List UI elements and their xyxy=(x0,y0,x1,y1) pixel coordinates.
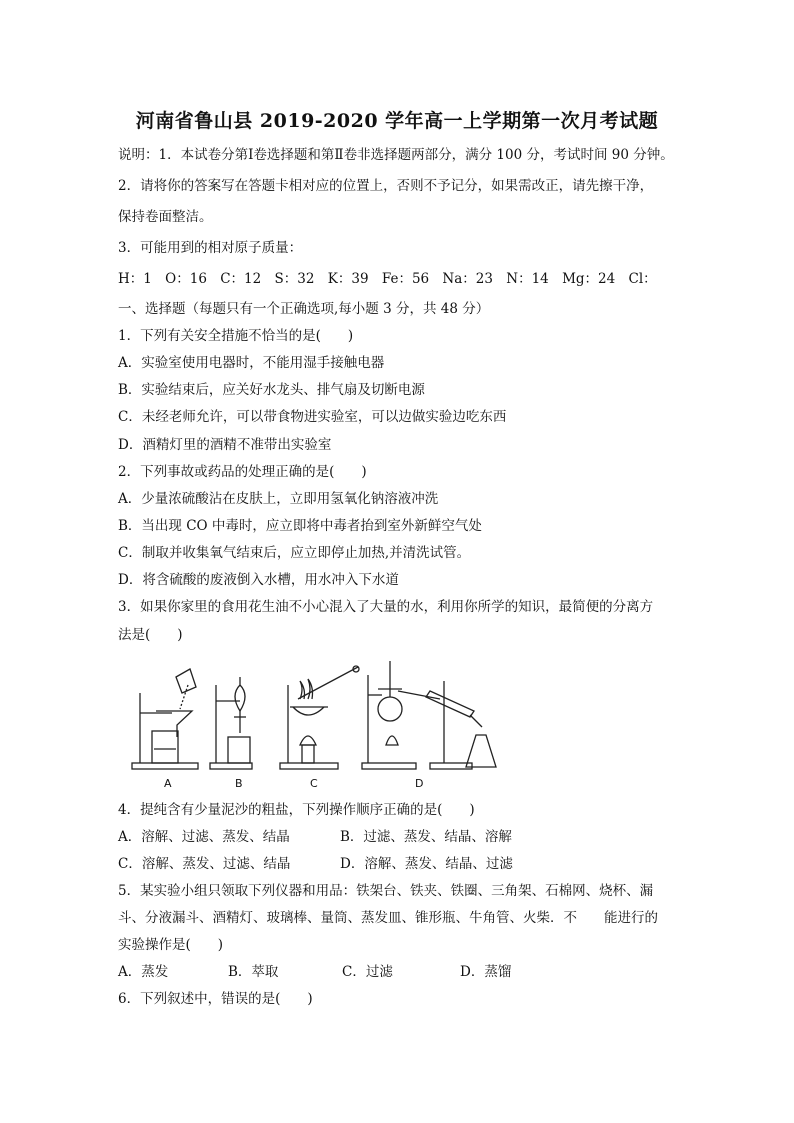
apparatus-b-separatory-funnel xyxy=(210,677,252,769)
apparatus-c-evaporation xyxy=(280,666,359,769)
q1-stem: 1．下列有关安全措施不恰当的是( ) xyxy=(118,328,354,344)
q5-stem-b: 斗、分液漏斗、酒精灯、玻璃棒、量筒、蒸发皿、锥形瓶、牛角管、火柴．不 能进行的 xyxy=(118,910,658,926)
lab-apparatus-figure xyxy=(130,655,510,795)
q4-options-row-1 xyxy=(118,828,512,846)
q4-stem: 4．提纯含有少量泥沙的粗盐，下列操作顺序正确的是( ) xyxy=(118,802,475,818)
q2-option-a: A．少量浓硫酸沾在皮肤上，立即用氢氧化钠溶液冲洗 xyxy=(118,491,439,507)
instruction-1: 说明：1．本试卷分第Ⅰ卷选择题和第Ⅱ卷非选择题两部分，满分 100 分，考试时间 90 分钟。 xyxy=(118,147,674,163)
q4-option-b: B．过滤、蒸发、结晶、溶解 xyxy=(340,829,512,845)
apparatus-d-distillation xyxy=(362,661,496,769)
q1-option-a: A．实验室使用电器时，不能用湿手接触电器 xyxy=(118,355,385,371)
atomic-mass-item: Cl： xyxy=(628,271,657,287)
q2-stem: 2．下列事故或药品的处理正确的是( ) xyxy=(118,464,367,480)
instruction-3: 3．可能用到的相对原子质量： xyxy=(118,240,303,256)
q3-stem-a: 3．如果你家里的食用花生油不小心混入了大量的水，利用你所学的知识，最简便的分离方 xyxy=(118,599,654,615)
apparatus-label-b: B xyxy=(235,777,243,790)
q4-option-d: D．溶解、蒸发、结晶、过滤 xyxy=(340,856,513,872)
q4-option-a: A．溶解、过滤、蒸发、结晶 xyxy=(118,829,290,845)
q5-stem-c: 实验操作是( ) xyxy=(118,937,224,953)
q5-option-d: D．蒸馏 xyxy=(460,964,512,980)
q1-option-d: D．酒精灯里的酒精不准带出实验室 xyxy=(118,437,332,453)
q3-stem-b: 法是( ) xyxy=(118,627,183,643)
q4-option-c: C．溶解、蒸发、过滤、结晶 xyxy=(118,856,291,872)
apparatus-label-d: D xyxy=(415,777,424,790)
apparatus-label-a: A xyxy=(164,777,172,790)
atomic-mass-item: S：32 xyxy=(274,271,315,287)
atomic-mass-item: C：12 xyxy=(220,271,262,287)
q5-option-c: C．过滤 xyxy=(342,964,393,980)
apparatus-label-c: C xyxy=(310,777,318,790)
atomic-mass-item: Na：23 xyxy=(442,271,493,287)
instruction-2b: 保持卷面整洁。 xyxy=(118,209,213,225)
q5-options xyxy=(118,963,511,981)
section-heading: 一、选择题（每题只有一个正确选项,每小题 3 分，共 48 分） xyxy=(118,301,490,317)
atomic-mass-item: O：16 xyxy=(165,271,207,287)
atomic-mass-item: Mg：24 xyxy=(562,271,616,287)
q1-option-c: C．未经老师允许，可以带食物进实验室，可以边做实验边吃东西 xyxy=(118,409,507,425)
instruction-2a: 2．请将你的答案写在答题卡相对应的位置上，否则不予记分，如果需改正，请先擦干净， xyxy=(118,178,654,194)
q5-stem-a: 5．某实验小组只领取下列仪器和用品：铁架台、铁夹、铁圈、三角架、石棉网、烧杯、漏 xyxy=(118,883,654,899)
atomic-mass-item: H：1 xyxy=(118,271,152,287)
q1-option-b: B．实验结束后，应关好水龙头、排气扇及切断电源 xyxy=(118,382,425,398)
q2-option-c: C．制取并收集氧气结束后，应立即停止加热,并清洗试管。 xyxy=(118,545,471,561)
atomic-mass-item: K：39 xyxy=(327,271,369,287)
q5-option-b: B．萃取 xyxy=(228,964,279,980)
atomic-mass-item: Fe：56 xyxy=(381,271,430,287)
page-title: 河南省鲁山县 2019-2020 学年高一上学期第一次月考试题 xyxy=(135,110,659,132)
q6-stem: 6．下列叙述中，错误的是( ) xyxy=(118,991,313,1007)
atomic-mass-item: N：14 xyxy=(506,271,549,287)
apparatus-a-filtration xyxy=(132,669,198,769)
q2-option-d: D．将含硫酸的废液倒入水槽，用水冲入下水道 xyxy=(118,572,399,588)
q5-option-a: A．蒸发 xyxy=(118,964,169,980)
q2-option-b: B．当出现 CO 中毒时，应立即将中毒者抬到室外新鲜空气处 xyxy=(118,518,482,534)
q4-options-row-2 xyxy=(118,855,513,873)
atomic-mass-list xyxy=(118,270,666,288)
